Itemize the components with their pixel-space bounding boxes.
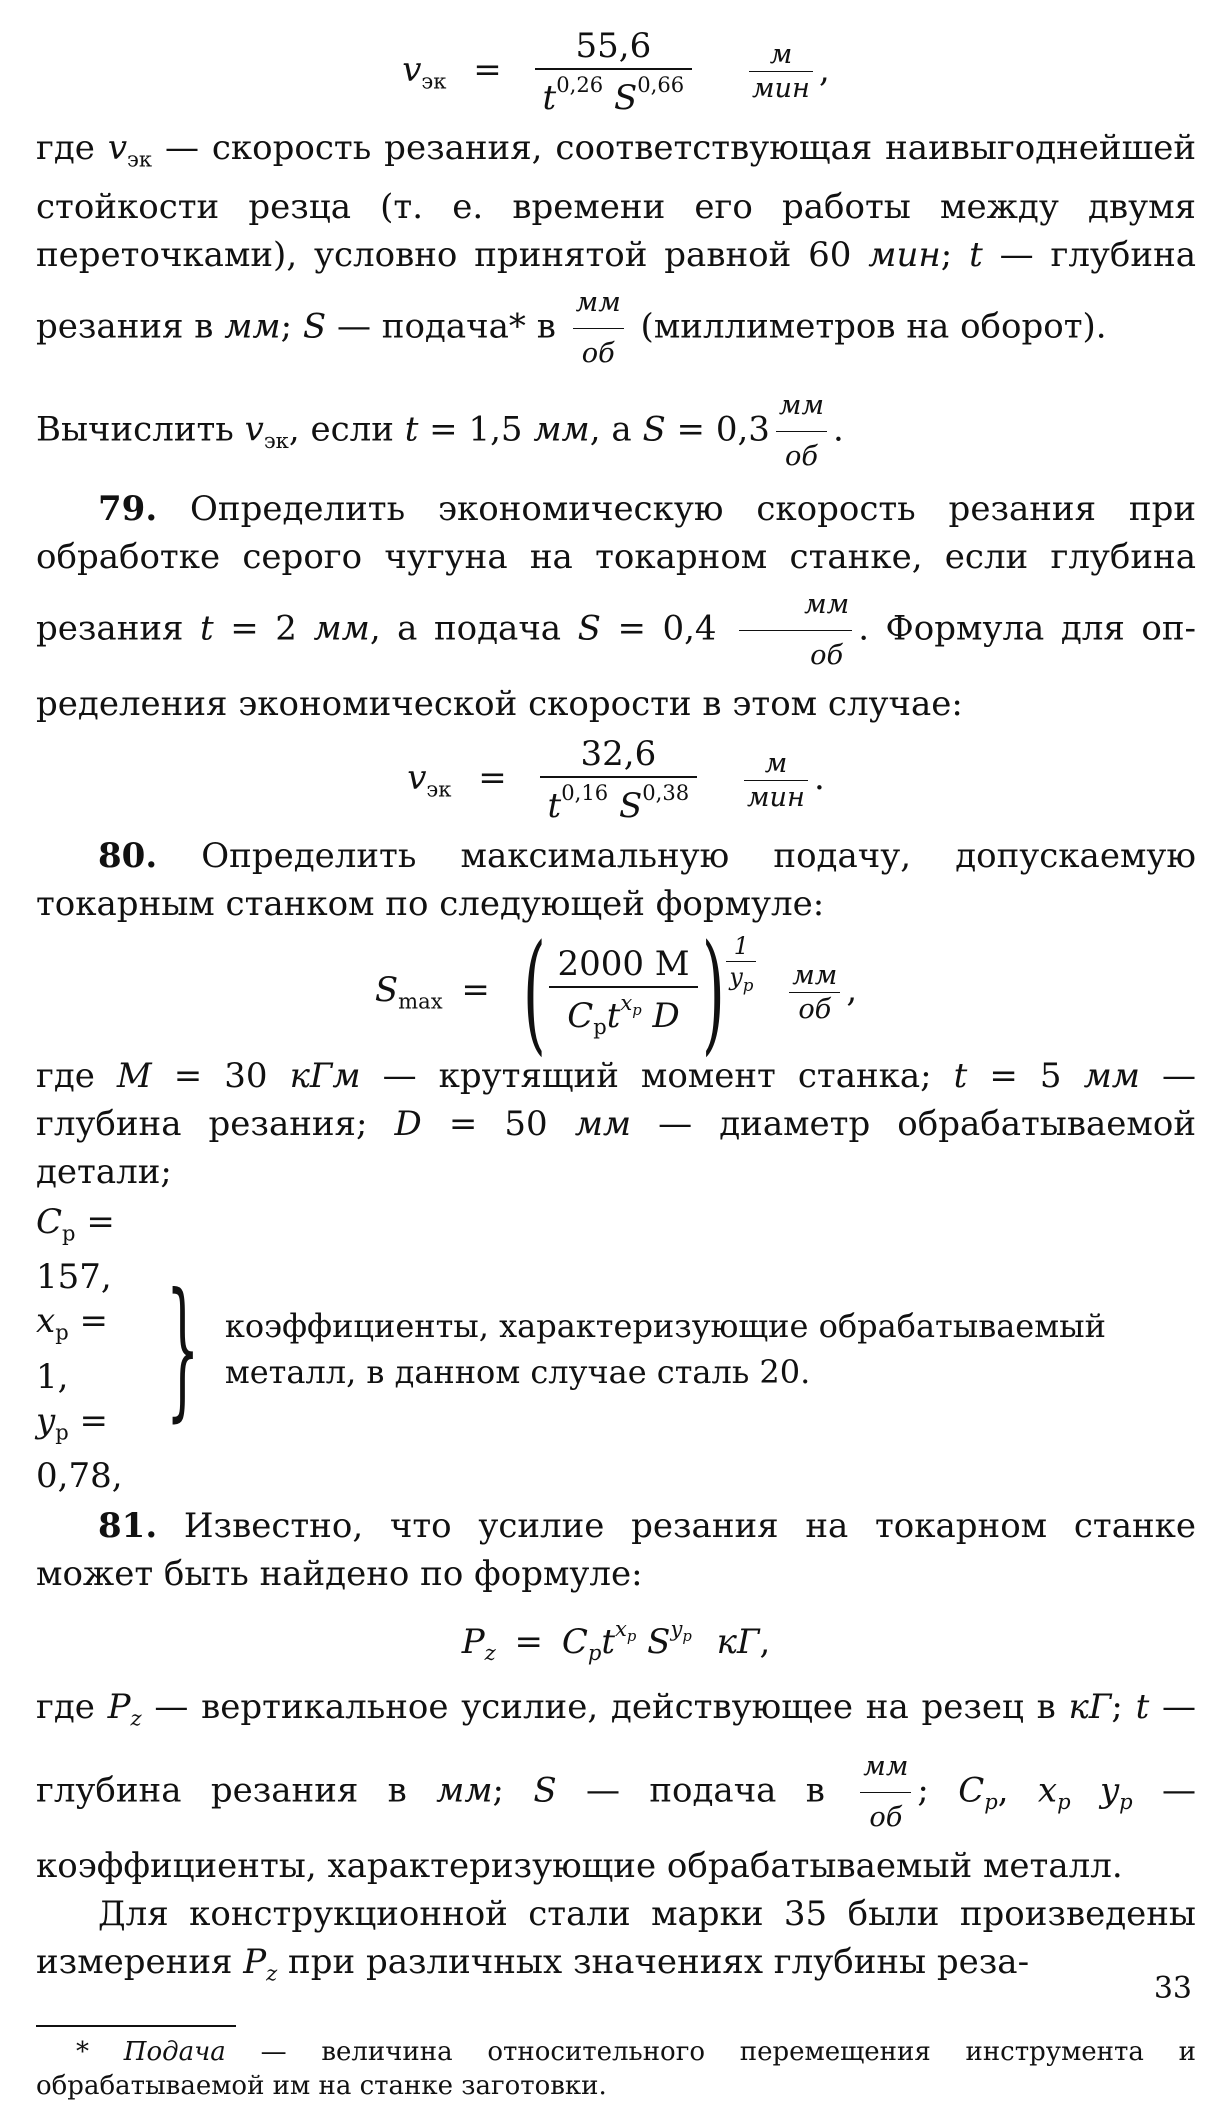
unit: мм xyxy=(1083,1056,1140,1097)
footnote-term: Подача xyxy=(123,2037,226,2068)
coefficient-value: = 0,78, xyxy=(36,1400,123,1497)
text: , а xyxy=(589,409,643,450)
formula-symbol: y xyxy=(1099,1770,1120,1811)
formula-fraction xyxy=(535,26,693,118)
paragraph-definitions-1 xyxy=(36,124,1196,378)
footnote-separator xyxy=(36,2025,236,2027)
formula-symbol: D xyxy=(394,1104,422,1145)
formula-symbol: S xyxy=(647,1622,671,1663)
text: — коэффициенты, характеризующие обрабатываемый металл. xyxy=(36,1770,1197,1886)
problem-number: 79. xyxy=(98,489,158,530)
formula-symbol: v xyxy=(107,127,128,168)
formula-exponent: 0,16 xyxy=(561,780,609,806)
formula-subscript: p xyxy=(55,1419,69,1445)
formula-symbol: C xyxy=(567,996,594,1037)
unit-numerator: мм xyxy=(776,382,827,432)
formula-symbol: S xyxy=(642,409,666,450)
unit-fraction xyxy=(789,960,840,1025)
exponent-subscript: p xyxy=(682,1628,692,1646)
formula-symbol: t xyxy=(404,409,419,450)
formula-subscript: p xyxy=(62,1220,76,1246)
exponent-subscript: p xyxy=(632,1002,642,1020)
unit: мм xyxy=(224,306,281,347)
formula-exponent: 0,26 xyxy=(556,72,604,97)
formula-pz xyxy=(36,1616,1196,1665)
text: — глубина резания в xyxy=(36,1687,1196,1811)
formula-symbol: S xyxy=(613,77,638,118)
unit: мин xyxy=(868,235,941,276)
footnote xyxy=(36,2035,1196,2103)
formula-symbol: M xyxy=(116,1056,152,1097)
formula-subscript: z xyxy=(266,1960,278,1986)
fraction-numerator: 32,6 xyxy=(540,734,698,778)
text: = 1,5 xyxy=(418,409,534,450)
exponent-fraction xyxy=(726,932,756,995)
text: = 0,4 xyxy=(600,608,734,649)
paragraph-definitions-80 xyxy=(36,1052,1196,1196)
formula-symbol: C xyxy=(36,1202,63,1243)
punctuation: . xyxy=(813,758,825,799)
text: (миллиметров на оборот). xyxy=(629,306,1107,347)
problem-number: 80. xyxy=(98,836,158,877)
exponent-subscript: p xyxy=(626,1628,637,1646)
text: , если xyxy=(288,409,405,450)
fraction-numerator: 2000 M xyxy=(549,944,697,988)
exponent-symbol: x xyxy=(615,1616,627,1642)
problem-number: 81. xyxy=(98,1506,158,1547)
coefficient-y xyxy=(36,1399,147,1498)
formula-symbol: t xyxy=(601,1622,616,1663)
text: = 0,3 xyxy=(665,409,770,450)
text: — глубина резания; xyxy=(36,1056,1196,1145)
formula-subscript: z xyxy=(130,1705,142,1731)
formula-symbol: S xyxy=(374,970,399,1011)
unit-fraction xyxy=(776,382,827,481)
text: Определить экономическую скорость резания при обработке серого чугуна на токарном станке, если глубина резания xyxy=(36,489,1196,649)
punctuation: , xyxy=(759,1622,771,1663)
formula-exponent xyxy=(615,1616,637,1646)
text: где xyxy=(36,127,108,168)
right-brace: } xyxy=(166,1262,200,1437)
fraction-denominator xyxy=(535,70,693,118)
text: где xyxy=(36,1687,108,1728)
unit: кГм xyxy=(289,1056,361,1097)
page-number: 33 xyxy=(1153,1971,1192,2006)
paragraph-measurements xyxy=(36,1890,1196,1997)
exponent-denominator xyxy=(726,962,756,995)
formula-exponent: 0,66 xyxy=(637,72,685,97)
text: где xyxy=(36,1056,117,1097)
formula-symbol: S xyxy=(302,306,327,347)
formula-symbol: t xyxy=(606,996,621,1037)
formula-exponent: 0,38 xyxy=(642,780,690,806)
paragraph-definitions-81 xyxy=(36,1683,1196,1889)
text: — диаметр обрабатываемой детали; xyxy=(36,1104,1196,1193)
problem-81 xyxy=(36,1502,1196,1598)
punctuation: , xyxy=(818,49,830,90)
unit: мм xyxy=(574,1104,632,1145)
formula-subscript: p xyxy=(593,1014,607,1040)
text: ; xyxy=(280,306,303,347)
coefficient-value: = 1, xyxy=(36,1301,108,1397)
unit-numerator: м xyxy=(749,39,813,72)
formula-subscript: p xyxy=(1119,1788,1133,1814)
formula-v-ek-1 xyxy=(36,26,1196,118)
unit-numerator: мм xyxy=(739,581,852,631)
punctuation: , xyxy=(846,970,858,1011)
text: Определить максимальную подачу, допускаемую токарным станком по следующей формуле: xyxy=(36,836,1196,925)
unit: кГ xyxy=(1068,1687,1112,1728)
right-parenthesis: ) xyxy=(701,916,725,1069)
unit-denominator: об xyxy=(869,1801,903,1833)
formula-subscript: эк xyxy=(426,776,452,802)
left-parenthesis: ( xyxy=(522,916,546,1069)
text: , xyxy=(997,1770,1038,1811)
text: — подача* в xyxy=(326,306,567,347)
coefficients-description: коэффициенты, характеризующие обрабатываемый металл, в данном случае сталь 20. xyxy=(224,1307,1106,1392)
text: = 5 xyxy=(967,1056,1084,1097)
formula-symbol: P xyxy=(243,1941,267,1982)
text: = 50 xyxy=(421,1104,575,1145)
text: . Формула для определения экономической скорости в этом случае: xyxy=(36,608,1197,725)
unit-denominator: мин xyxy=(747,781,805,813)
equals-sign: = xyxy=(514,1622,544,1663)
unit-fraction xyxy=(573,279,624,378)
text: при различных значениях глубины реза- xyxy=(277,1941,1030,1982)
text: ; xyxy=(492,1770,534,1811)
formula-symbol: y xyxy=(729,963,743,992)
exponent-symbol: y xyxy=(670,1616,683,1642)
formula-subscript: эк xyxy=(263,428,289,454)
footnote-marker: * xyxy=(76,2037,124,2068)
coefficients-list xyxy=(36,1200,147,1498)
coefficients-block xyxy=(36,1200,1196,1498)
unit-fraction xyxy=(739,581,852,680)
formula-symbol: t xyxy=(969,235,983,276)
formula-subscript: p xyxy=(1057,1788,1071,1814)
text: ; xyxy=(940,235,970,276)
formula-symbol: t xyxy=(547,786,562,827)
text: , а подача xyxy=(369,608,578,649)
text: — крутящий момент станка; xyxy=(360,1056,954,1097)
formula-symbol: P xyxy=(461,1622,485,1663)
text: — подача в xyxy=(556,1770,855,1811)
formula-symbol: v xyxy=(402,49,422,90)
formula-subscript: p xyxy=(742,975,754,995)
unit-fraction xyxy=(749,39,813,104)
paragraph-compute xyxy=(36,382,1196,481)
formula-subscript: эк xyxy=(127,146,153,172)
fraction-denominator xyxy=(540,778,698,826)
formula-symbol: D xyxy=(652,996,680,1037)
unit-numerator: мм xyxy=(789,960,840,993)
unit-denominator: об xyxy=(784,441,818,473)
formula-subscript: max xyxy=(398,988,443,1014)
unit-denominator: об xyxy=(810,640,844,672)
text: Вычислить xyxy=(36,409,245,450)
unit-numerator: мм xyxy=(860,1743,911,1793)
unit-fraction xyxy=(744,748,808,813)
text: — глубина резания в xyxy=(36,235,1196,347)
fraction-denominator xyxy=(549,988,697,1039)
unit: кГ xyxy=(716,1622,760,1663)
coefficient-value: = 157, xyxy=(36,1202,115,1298)
formula-symbol: S xyxy=(533,1770,557,1811)
text: . xyxy=(833,409,844,450)
formula-subscript: p xyxy=(55,1319,69,1345)
unit-numerator: мм xyxy=(573,279,624,329)
text: = 2 xyxy=(213,608,314,649)
formula-symbol: t xyxy=(953,1056,968,1097)
formula-symbol: t xyxy=(200,608,214,649)
text: ; xyxy=(917,1770,959,1811)
formula-subscript: p xyxy=(984,1788,998,1814)
formula-fraction xyxy=(540,734,698,826)
formula-subscript: эк xyxy=(421,68,447,94)
text: ; xyxy=(1111,1687,1136,1728)
coefficient-x xyxy=(36,1299,147,1398)
unit-denominator: мин xyxy=(752,73,810,105)
formula-fraction xyxy=(549,944,697,1039)
formula-v-ek-2 xyxy=(36,734,1196,826)
text: — вертикальное усилие, действующее на резец в xyxy=(141,1687,1069,1728)
formula-symbol: t xyxy=(1135,1687,1150,1728)
unit: мм xyxy=(436,1770,493,1811)
unit: мм xyxy=(533,409,590,450)
coefficient-c xyxy=(36,1200,147,1299)
equals-sign: = xyxy=(461,970,490,1011)
text xyxy=(1071,1770,1100,1810)
formula-symbol: S xyxy=(618,786,643,827)
problem-79 xyxy=(36,485,1196,728)
unit-denominator: об xyxy=(581,338,615,370)
formula-symbol: C xyxy=(561,1622,588,1663)
text: Известно, что усилие резания на токарном станке может быть найдено по формуле: xyxy=(36,1506,1196,1595)
unit-numerator: м xyxy=(744,748,808,781)
formula-symbol: v xyxy=(244,409,264,450)
fraction-numerator: 55,6 xyxy=(535,26,693,70)
text: — скорость резания, соответствующая наивыгоднейшей стойкости резца (т. е. времени его работы между двумя переточками), условно принятой равной 60 xyxy=(36,127,1196,276)
problem-80 xyxy=(36,832,1196,928)
formula-subscript: p xyxy=(587,1640,602,1666)
exponent-numerator: 1 xyxy=(726,932,756,962)
formula-symbol: x xyxy=(1037,1770,1058,1811)
formula-exponent xyxy=(620,990,642,1020)
formula-symbol: v xyxy=(407,758,427,799)
text: Для конструкционной стали марки 35 были произведены измерения xyxy=(36,1893,1196,1982)
unit-denominator: об xyxy=(798,993,832,1025)
formula-symbol: P xyxy=(107,1687,131,1728)
exponent-symbol: x xyxy=(620,990,633,1016)
formula-s-max xyxy=(36,916,1196,1069)
formula-exponent xyxy=(670,1616,692,1646)
formula-symbol: x xyxy=(36,1301,56,1342)
formula-symbol: t xyxy=(542,77,557,118)
unit-fraction xyxy=(860,1743,911,1842)
footnote-text: — величина относительного перемещения инструмента и обрабатываемой им на станке заготовки. xyxy=(36,2037,1197,2102)
formula-subscript: z xyxy=(484,1640,496,1666)
formula-symbol: y xyxy=(36,1400,56,1441)
equals-sign: = xyxy=(478,758,507,799)
equals-sign: = xyxy=(473,49,502,90)
formula-symbol: C xyxy=(958,1770,985,1811)
unit: мм xyxy=(313,608,370,649)
formula-symbol: S xyxy=(577,608,601,649)
text: = 30 xyxy=(151,1056,290,1097)
